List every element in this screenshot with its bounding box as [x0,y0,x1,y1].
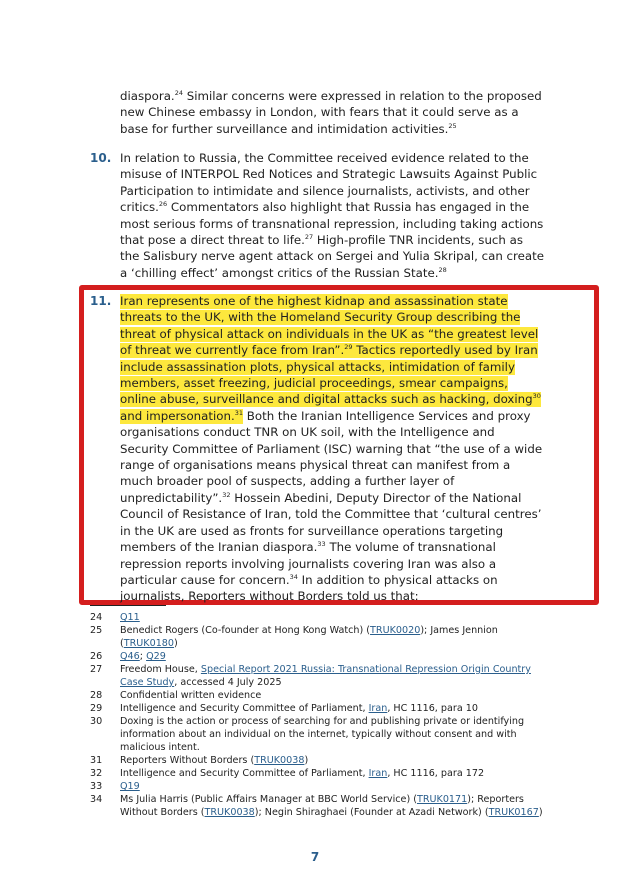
paragraph-text: In relation to Russia, the Committee received evidence related to the misuse of INTERPOL Red Notices and Strategic Lawsuits Against Public Participation to intimidate and silence journalists, activists, and other critics. [120,151,538,215]
footnote-number: 31 [90,755,103,766]
footnote-28 [90,689,550,702]
footnote-link[interactable]: TRUK0038 [254,755,305,766]
footnote-number: 27 [90,664,103,675]
footnote-text [120,793,550,819]
footnote-link[interactable]: Q29 [146,651,166,662]
footnote-number: 24 [90,612,103,623]
footnote-text-part: , HC 1116, para 172 [387,768,485,779]
footnote-number: 34 [90,794,103,805]
footnote-text-part: Ms Julia Harris (Public Affairs Manager at BBC World Service) ( [120,794,417,805]
footnote-text [120,624,550,650]
paragraph-11 [120,293,545,605]
footnote-link[interactable]: Q19 [120,781,140,792]
paragraph-text: Similar concerns were expressed in relation to the proposed new Chinese embassy in London, with fears that it could serve as a base for further surveillance and intimidation activities. [120,89,542,136]
footnote-text-part: ); James Jennion ( [120,625,498,649]
footnote-ref[interactable]: 34 [289,572,298,581]
footnote-text [120,663,550,689]
paragraph-text: Tactics reportedly used by Iran include assassination plots, physical attacks, intimidation of family members, asset freezing, judicial proceedings, smear campaigns, online abuse, surveillance and digital attacks such as hacking, doxing [120,343,538,407]
paragraph-text: Both the Iranian Intelligence Services and proxy organisations conduct TNR on UK soil, with the Intelligence and Security Committee of Parliament (ISC) warning that “the use of a wide range of organisations means physical threat can manifest from a much broader pool of suspects, adding a further layer of unpredictability”. [120,408,543,505]
footnote-34 [90,793,550,819]
footnote-text-part: ); Reporters Without Borders ( [120,794,524,818]
page-number: 7 [310,850,320,864]
paragraph-text: The volume of transnational repression reports involving journalists covering Iran was also a particular cause for concern. [120,540,497,587]
footnote-31 [90,754,550,767]
footnote-text-part: ); Negin Shiraghaei (Founder at Azadi Network) ( [254,807,489,818]
footnote-text [120,754,550,767]
footnote-text: Doxing is the action or process of searching for and publishing private or identifying information about an individual on the internet, typically without consent and with malicious intent. [120,716,525,753]
footnote-27 [90,663,550,689]
footnote-text-part: ) [174,638,178,649]
footnote-33 [90,780,550,793]
footnote-text-part: Intelligence and Security Committee of Parliament, [120,703,369,714]
footnote-divider [90,605,166,606]
footnote-text [120,650,550,663]
paragraph-text: diaspora. [120,89,175,103]
paragraph-continuation [120,88,545,137]
paragraph-text: Iran represents one of the highest kidnap and assassination state threats to the UK, with the Homeland Security Group describing the threat of physical attack on individuals in the UK as “the greatest level of threat we currently face from Iran”. [120,294,539,358]
footnote-text-part: Benedict Rogers (Co-founder at Hong Kong Watch) ( [120,625,371,636]
footnote-number: 29 [90,703,103,714]
footnote-number: 25 [90,625,103,636]
footnote-text-part: ) [538,807,543,818]
footnote-text [120,702,550,715]
footnote-link[interactable]: Q11 [120,612,140,623]
footnote-link[interactable]: TRUK0171 [416,794,468,805]
footnote-25 [90,624,550,650]
footnote-link[interactable]: TRUK0038 [204,807,255,818]
paragraph-text: In addition to physical attacks on journalists, Reporters without Borders told us that: [120,572,498,604]
footnote-ref[interactable]: 27 [304,233,314,242]
paragraph-text: Commentators also highlight that Russia has engaged in the most serious forms of transnational repression, including taking actions that pose a direct threat to life. [120,200,544,248]
footnote-text-part: , HC 1116, para 10 [387,703,478,714]
footnote-text-part: , accessed 4 July 2025 [174,677,282,688]
footnote-ref[interactable]: 26 [158,200,168,209]
footnote-text: Confidential written evidence [120,690,262,701]
footnote-number: 26 [90,651,103,662]
footnote-24 [90,611,550,624]
footnote-link[interactable]: Iran [368,703,388,714]
footnote-link[interactable]: Iran [368,768,388,779]
footnote-ref[interactable]: 33 [317,540,326,549]
footnote-text-part: Intelligence and Security Committee of Parliament, [120,768,369,779]
footnotes [90,611,550,819]
footnote-ref[interactable]: 29 [344,343,353,352]
footnote-ref[interactable]: 28 [438,265,447,274]
paragraph-text: and impersonation. [120,408,235,423]
footnote-text [120,780,550,793]
footnote-text-part: ) [304,755,309,766]
footnote-30 [90,715,550,754]
highlighted-text [120,294,541,424]
paragraph-text: High-profile TNR incidents, such as the Salisbury nerve agent attack on Sergei and Yulia Skripal, can create a ‘chilling effect’ amongst critics of the Russian State. [120,233,544,280]
footnote-text-part: Freedom House, [120,664,201,675]
footnote-link[interactable]: TRUK0180 [123,638,175,649]
paragraph-number: 11. [90,294,112,308]
footnote-ref[interactable]: 32 [222,490,231,499]
paragraph-10 [120,150,545,281]
footnote-number: 33 [90,781,103,792]
footnote-ref[interactable]: 25 [448,121,457,130]
footnote-ref[interactable]: 30 [532,392,541,401]
footnote-number: 28 [90,690,103,701]
paragraph-number: 10. [90,151,112,165]
footnote-number: 32 [90,768,103,779]
footnote-link[interactable]: TRUK0020 [370,625,421,636]
footnote-number: 30 [90,716,103,727]
footnote-link[interactable]: Q46 [120,651,140,662]
footnote-29 [90,702,550,715]
footnote-32 [90,767,550,780]
footnote-link[interactable]: Special Report 2021 Russia: Transnational Repression Origin Country Case Study [120,664,531,688]
footnote-text-part: Reporters Without Borders ( [120,755,255,766]
paragraph-text: Hossein Abedini, Deputy Director of the National Council of Resistance of Iran, told the Committee that ‘cultural centres’ in the UK are used as fronts for surveillance operations targeting members of the Iranian diaspora. [120,490,542,555]
footnote-26 [90,650,550,663]
footnote-ref[interactable]: 31 [234,408,244,417]
footnote-link[interactable]: TRUK0167 [488,807,539,818]
footnote-text-part: ; [139,651,147,662]
footnote-text [120,611,550,624]
footnote-ref[interactable]: 24 [174,89,183,97]
footnote-text [120,767,550,780]
